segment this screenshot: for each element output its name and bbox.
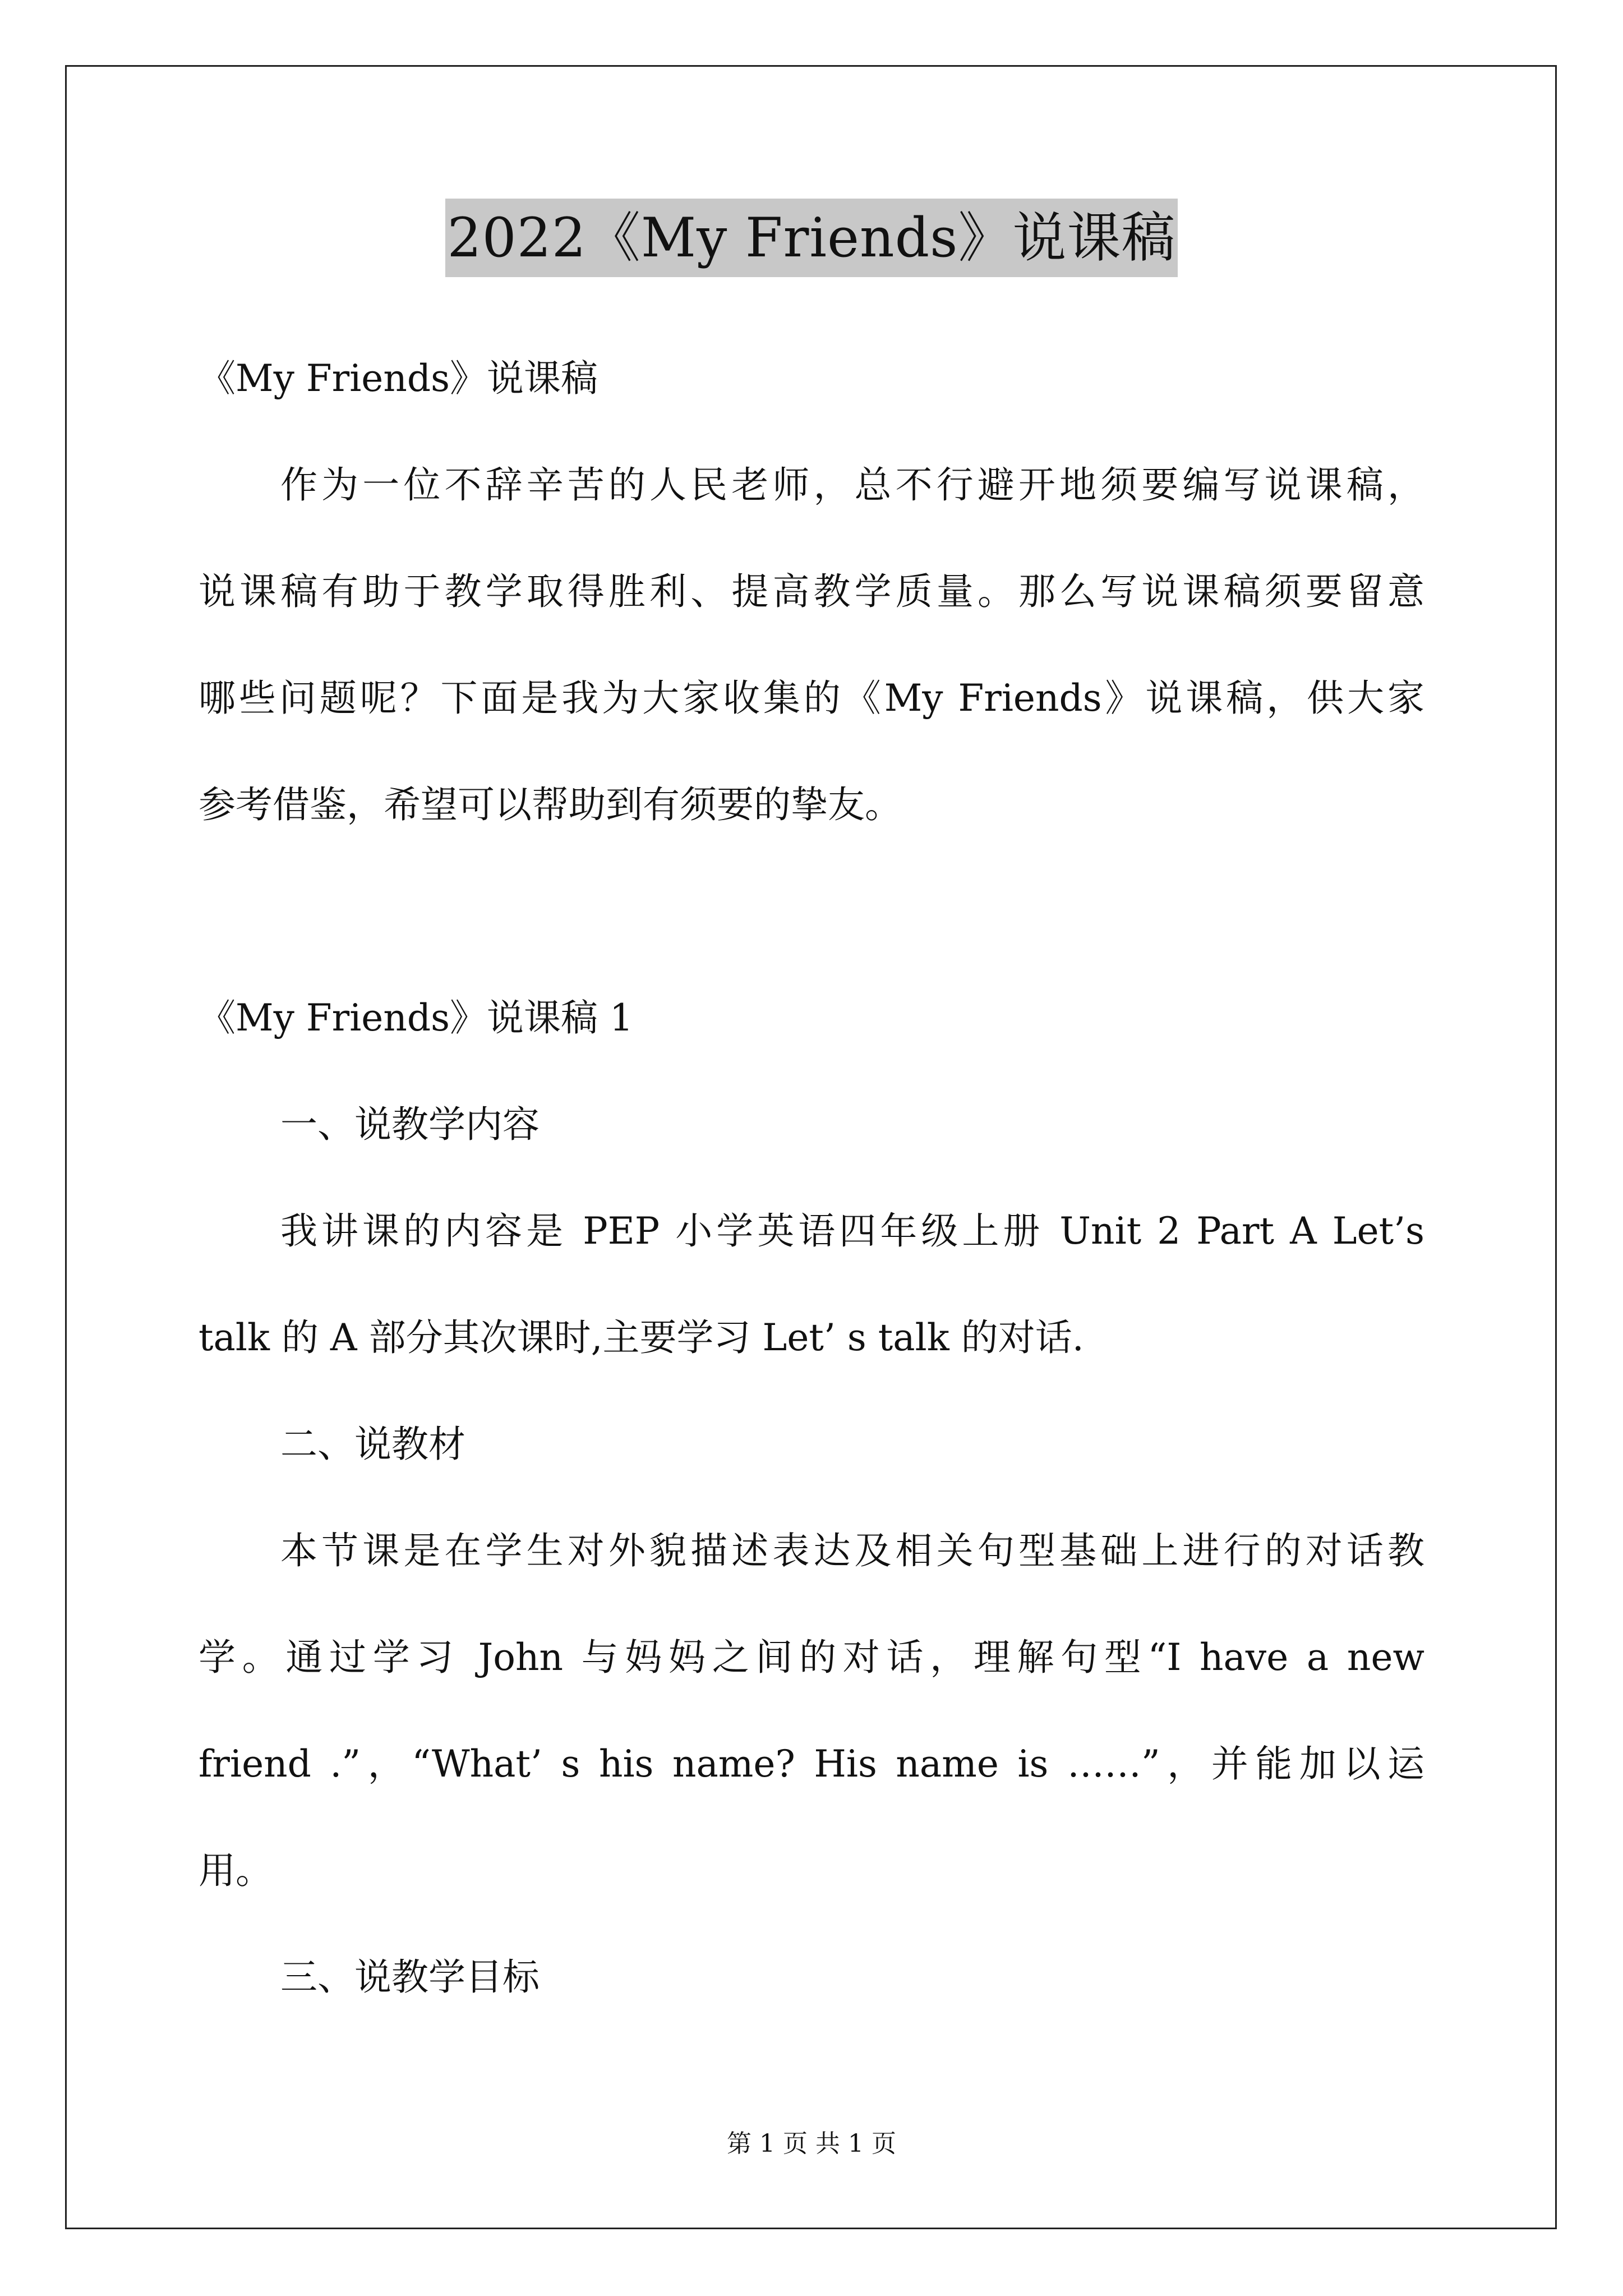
- part1-heading: 一、说教学内容: [280, 1103, 540, 1146]
- document-title: 2022《My Friends》说课稿: [445, 199, 1178, 277]
- part2-line-4: 用。: [199, 1849, 273, 1892]
- section-heading: 《My Friends》说课稿 1: [199, 996, 633, 1039]
- part2-line-2: 学。通过学习 John 与妈妈之间的对话，理解句型“I have a new: [199, 1636, 1424, 1679]
- document-subtitle: 《My Friends》说课稿: [199, 357, 598, 400]
- title-container: [0, 199, 1623, 277]
- intro-line-4: 参考借鉴，希望可以帮助到有须要的挚友。: [199, 783, 902, 826]
- part2-line-1: 本节课是在学生对外貌描述表达及相关句型基础上进行的对话教: [280, 1529, 1424, 1572]
- part1-line-2: talk 的 A 部分其次课时,主要学习 Let’ s talk 的对话.: [199, 1316, 1084, 1359]
- part3-heading: 三、说教学目标: [280, 1955, 540, 1999]
- intro-line-3: 哪些问题呢？下面是我为大家收集的《My Friends》说课稿，供大家: [199, 677, 1424, 720]
- part1-line-1: 我讲课的内容是 PEP 小学英语四年级上册 Unit 2 Part A Let’s: [280, 1209, 1424, 1253]
- part2-heading: 二、说教材: [280, 1423, 465, 1466]
- intro-line-1: 作为一位不辞辛苦的人民老师，总不行避开地须要编写说课稿，: [280, 463, 1424, 507]
- page-footer: 第 1 页 共 1 页: [727, 2129, 896, 2158]
- intro-line-2: 说课稿有助于教学取得胜利、提高教学质量。那么写说课稿须要留意: [199, 570, 1424, 613]
- part2-line-3: friend .”，“What’ s his name? His name is ……”，并能加以运: [199, 1742, 1424, 1786]
